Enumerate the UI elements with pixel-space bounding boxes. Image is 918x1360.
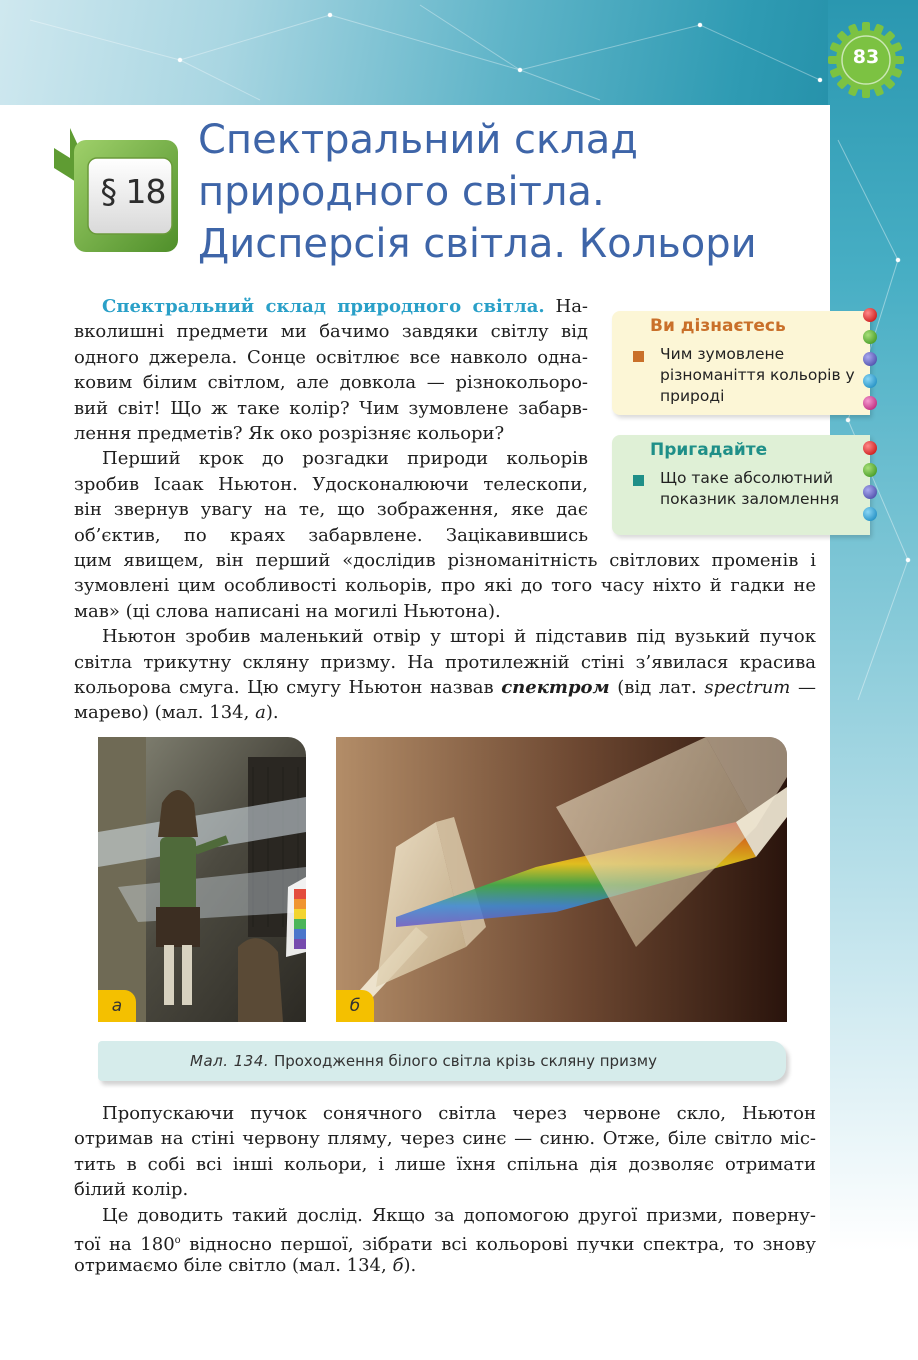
figure-label-b: б: [336, 990, 374, 1022]
term-spectrum: спектром: [501, 676, 610, 698]
text-line: марево) (мал. 134, а).: [74, 702, 279, 724]
text-line: мав» (ці слова написані на могилі Ньютона).: [74, 600, 501, 622]
intro-full: [74, 548, 816, 726]
title-line: Дисперсія світла. Кольори: [198, 221, 757, 267]
page-number: 83: [852, 46, 880, 68]
page-number-badge: [828, 22, 904, 98]
header-banner: [0, 0, 918, 105]
text-line: Спектральний склад природного світла. На-: [102, 296, 588, 317]
text-line: зробив Ісаак Ньютон. Удосконалюючи телескопи,: [74, 473, 588, 495]
text-line: Перший крок до розгадки природи кольорів: [102, 448, 588, 470]
text-line: зумовлені цим особливості кольорів, про які до того часу ніхто й гадки не: [74, 575, 816, 597]
recall-box: [612, 435, 870, 516]
square-bullet-icon: [633, 351, 644, 362]
text-line: Це доводить такий дослід. Якщо за допомогою другої призми, поверну-: [102, 1204, 816, 1226]
latin-term: spectrum: [704, 676, 791, 698]
text-line: одного джерела. Сонце освітлює все навколо одна-: [74, 346, 588, 368]
learn-heading: Ви дізнаєтесь: [650, 316, 786, 336]
figure-newton-illustration: [98, 737, 306, 1022]
recall-item: Що таке абсолютний показник заломлення: [612, 465, 870, 516]
square-bullet-icon: [633, 475, 644, 486]
section-number: § 18: [100, 172, 166, 211]
text-line: тої на $180^о$ відносно першої, зібрати всі кольорові пучки спектра, то знову: [74, 1233, 816, 1254]
section-badge: [52, 128, 187, 258]
text-line: світла трикутну скляну призму. На протилежній стіні з’явилася красива: [74, 651, 816, 673]
text-line: об’єктив, по краях забарвлене. Зацікавившись: [74, 524, 588, 546]
title-line: природного світла.: [198, 169, 605, 215]
text-line: він звернув увагу на те, що зображення, яке дає: [74, 499, 588, 521]
figure-caption: [98, 1041, 786, 1081]
intro-column: [74, 294, 588, 548]
after-figure-text: [74, 1101, 816, 1279]
figure-prisms: [336, 737, 787, 1022]
text-line: кольорова смуга. Цю смугу Ньютон назвав спектром (від лат. spectrum —: [74, 676, 816, 698]
text-line: вколишні предмети ми бачимо завдяки світлу від: [74, 321, 588, 343]
recall-heading: Пригадайте: [650, 440, 768, 460]
text-line: лення предметів? Як око розрізняє кольори?: [74, 422, 505, 444]
text-line: тить в собі всі інші кольори, і лише їхня спільна дія дозволяє отримати: [74, 1153, 816, 1175]
text-line: Ньютон зробив маленький отвір у шторі й підставив під вузький пучок: [102, 626, 816, 648]
text-line: отримав на стіні червону пляму, через синє — синю. Отже, біле світло міс-: [74, 1128, 816, 1150]
learn-item: Чим зумовлене різноманіття кольорів у природі: [612, 341, 870, 413]
network-pattern: [0, 0, 918, 105]
figure-label-a: а: [98, 990, 136, 1022]
text-line: Пропускаючи пучок сонячного світла через червоне скло, Ньютон: [102, 1103, 816, 1124]
caption-text: Проходження білого світла крізь скляну призму: [273, 1052, 657, 1070]
text-line: вий світ! Що ж таке колір? Чим зумовлене забарв-: [74, 397, 588, 419]
text-line: цим явищем, він перший «дослідив різноманітність світлових променів і: [74, 550, 816, 571]
degree-mark: о: [174, 1234, 181, 1246]
keyword: Спектральний склад природного світла.: [102, 296, 545, 317]
prism-dispersion-illustration: [336, 737, 787, 1022]
newton-engraving: [98, 737, 306, 1022]
caption-number: Мал. 134.: [190, 1052, 270, 1070]
learn-box: [612, 311, 870, 413]
title-line: Спектральний склад: [198, 117, 638, 163]
side-banner: [828, 0, 918, 1360]
page-title: [198, 114, 818, 270]
text-line: ковим білим світлом, але довкола — різнокольоро-: [74, 372, 588, 394]
text-line: отримаємо біле світло (мал. 134, б).: [74, 1255, 417, 1277]
text-line: білий колір.: [74, 1179, 189, 1201]
